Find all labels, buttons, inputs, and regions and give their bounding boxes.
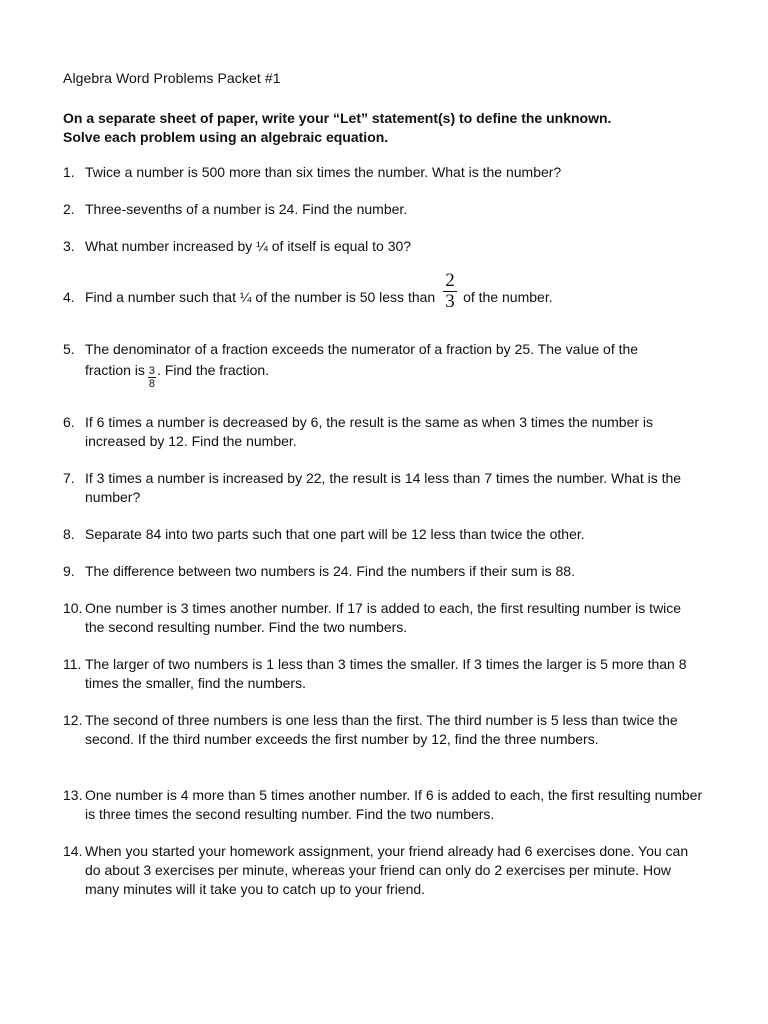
problem-text-line1: The denominator of a fraction exceeds the numerator of a fraction by 25. The value of the — [85, 341, 639, 357]
problem-text: The second of three numbers is one less than the first. The third number is 5 less than twice the second. If the third number exceeds the first number by 12, find the three numbers. — [85, 712, 678, 747]
problem-text-after: . Find the fraction. — [157, 362, 270, 379]
problem-text: Separate 84 into two parts such that one part will be 12 less than twice the other. — [85, 526, 585, 542]
problem-text: If 3 times a number is increased by 22, the result is 14 less than 7 times the number. What is the number? — [85, 470, 682, 505]
problem-text: The larger of two numbers is 1 less than 3 times the smaller. If 3 times the larger is 5 more than 8 times the smaller, find the numbers. — [85, 656, 687, 691]
fraction-numerator: 3 — [148, 365, 156, 377]
problem-text: When you started your homework assignment, your friend already had 6 exercises done. You can do about 3 exercises per minute, whereas your friend can only do 2 exercises per minute. How many minutes will it take you to catch up to your friend. — [85, 843, 689, 897]
problem-5 — [63, 340, 703, 390]
problem-number: 13. — [63, 787, 83, 803]
problem-number: 14. — [63, 843, 83, 859]
fraction-denominator: 8 — [148, 378, 156, 390]
problem-text-after: of the number. — [463, 289, 553, 305]
problem-7 — [63, 469, 703, 507]
problem-8 — [63, 525, 703, 544]
problem-number: 6. — [63, 414, 75, 430]
fraction-denominator: 3 — [445, 291, 455, 312]
problem-14 — [63, 842, 703, 899]
page-title: Algebra Word Problems Packet #1 — [63, 70, 281, 86]
problem-number: 10. — [63, 600, 83, 616]
problem-text: The difference between two numbers is 24. Find the numbers if their sum is 88. — [85, 563, 575, 579]
fraction-three-eighths — [148, 365, 156, 390]
instruction-line-2: Solve each problem using an algebraic equation. — [63, 129, 389, 145]
problem-number: 9. — [63, 563, 75, 579]
problem-text-before: fraction is — [85, 362, 145, 379]
fraction-numerator: 2 — [445, 270, 455, 291]
problem-text — [85, 270, 703, 312]
problem-text-before: Find a number such that ¼ of the number is 50 less than — [85, 289, 436, 305]
problem-text: Three-sevenths of a number is 24. Find the number. — [85, 201, 408, 217]
problem-number: 2. — [63, 201, 75, 217]
problem-text — [85, 340, 703, 390]
problem-text: Twice a number is 500 more than six times the number. What is the number? — [85, 164, 562, 180]
problem-text: If 6 times a number is decreased by 6, the result is the same as when 3 times the number is increased by 12. Find the number. — [85, 414, 654, 449]
problem-3 — [63, 237, 703, 256]
instruction-line-1: On a separate sheet of paper, write your “Let” statement(s) to define the unknown. — [63, 110, 612, 126]
problem-13 — [63, 786, 703, 824]
problem-number: 4. — [63, 289, 75, 305]
problem-text: One number is 4 more than 5 times another number. If 6 is added to each, the first resulting number is three times the second resulting number. Find the two numbers. — [85, 787, 703, 822]
problem-9 — [63, 562, 703, 581]
problem-1 — [63, 163, 703, 182]
problem-number: 7. — [63, 470, 75, 486]
problem-number: 12. — [63, 712, 83, 728]
problem-2 — [63, 200, 703, 219]
problem-6 — [63, 413, 703, 451]
problem-12 — [63, 711, 703, 749]
problem-number: 5. — [63, 341, 75, 357]
problem-text: One number is 3 times another number. If 17 is added to each, the first resulting number is twice the second resulting number. Find the two numbers. — [85, 600, 682, 635]
problem-10 — [63, 599, 703, 637]
problem-number: 11. — [63, 656, 82, 672]
problem-number: 3. — [63, 238, 75, 254]
problem-text: What number increased by ¼ of itself is equal to 30? — [85, 238, 412, 254]
problem-number: 1. — [63, 164, 75, 180]
instructions — [63, 109, 703, 147]
fraction-two-thirds — [443, 271, 457, 312]
problem-number: 8. — [63, 526, 75, 542]
problem-4 — [63, 270, 703, 312]
problem-11 — [63, 655, 703, 693]
